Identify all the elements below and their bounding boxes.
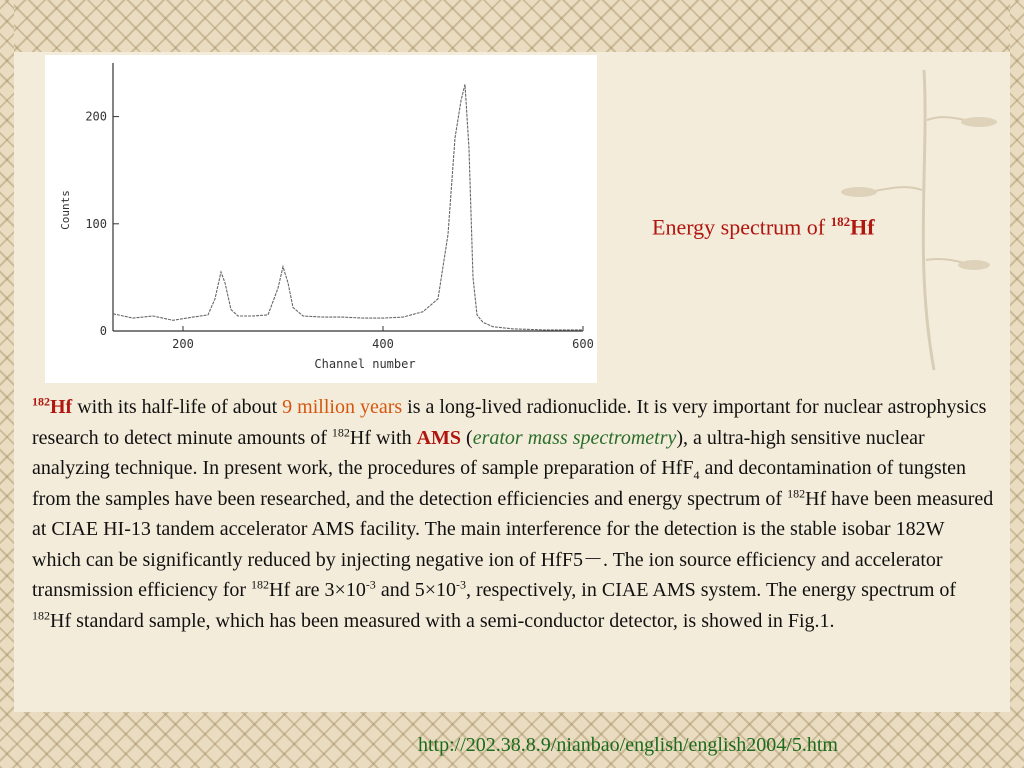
text-run: and 5×10 [375,579,456,601]
y-tick-label: 100 [85,216,107,231]
decorative-border-right [1010,0,1024,768]
isotope-mass: 182 [331,424,350,439]
y-tick-label: 0 [99,324,107,338]
text-run: and decontamination of tungsten from the samples have been researched, and the detection efficiencies and energy spectrum of [32,457,967,510]
caption-element: Hf [850,214,875,240]
x-tick-label: 600 [572,337,594,351]
text-run: , respectively, in CIAE AMS system. The energy spectrum of [465,579,957,601]
isotope-mass: 182 [32,394,50,409]
text-run: ( [461,426,473,449]
text-run: Hf with [349,426,417,449]
description-paragraph [32,392,996,636]
ams-full-name: erator mass spectrometry [472,426,677,449]
x-tick-label: 400 [372,337,394,351]
text-run: is a long-lived radionuclide. It is very important for nuclear astrophysics research to detect minute amounts of [32,396,987,449]
caption-isotope-mass: 182 [830,214,851,229]
isotope-mass: 182 [251,577,270,592]
x-tick-label: 200 [172,337,194,351]
x-axis-label: Channel number [314,357,416,371]
half-life-highlight: 9 million years [282,396,403,418]
spectrum-plot [45,55,597,383]
isotope-mass: 182 [787,485,806,500]
caption-prefix: Energy spectrum of [652,214,831,240]
y-axis-label: Counts [59,190,72,230]
decorative-border-top [0,0,1024,52]
text-run: ), a ultra-high sensitive nuclear analyzing technique. In present work, the procedures of sample preparation of HfF [32,426,925,479]
figure-caption [652,214,875,240]
isotope-element: Hf [50,396,73,418]
energy-spectrum-chart [45,55,597,383]
exponent: -3 [365,577,376,592]
text-run: with its half-life of about [72,396,283,418]
text-run: Hf have been measured at CIAE HI-13 tandem accelerator AMS facility. The main interference for the detection is the stable isobar 182W which can be significantly reduced by injecting negative ion of HfF5－. The ion source efficiency and accelerator transmission efficiency for [32,487,994,601]
decorative-border-left [0,0,14,768]
isotope-mass: 182 [32,607,50,622]
spectrum-series-line [113,84,583,330]
text-run: Hf are 3×10 [269,579,366,601]
subscript: 4 [693,468,700,482]
text-run: Hf standard sample, which has been measured with a semi-conductor detector, is showed in Fig.1. [50,609,835,632]
source-url-link[interactable]: http://202.38.8.9/nianbao/english/english2004/5.htm [418,734,838,756]
ams-highlight: AMS [416,426,462,449]
exponent: -3 [455,577,466,592]
y-tick-label: 200 [85,109,107,124]
